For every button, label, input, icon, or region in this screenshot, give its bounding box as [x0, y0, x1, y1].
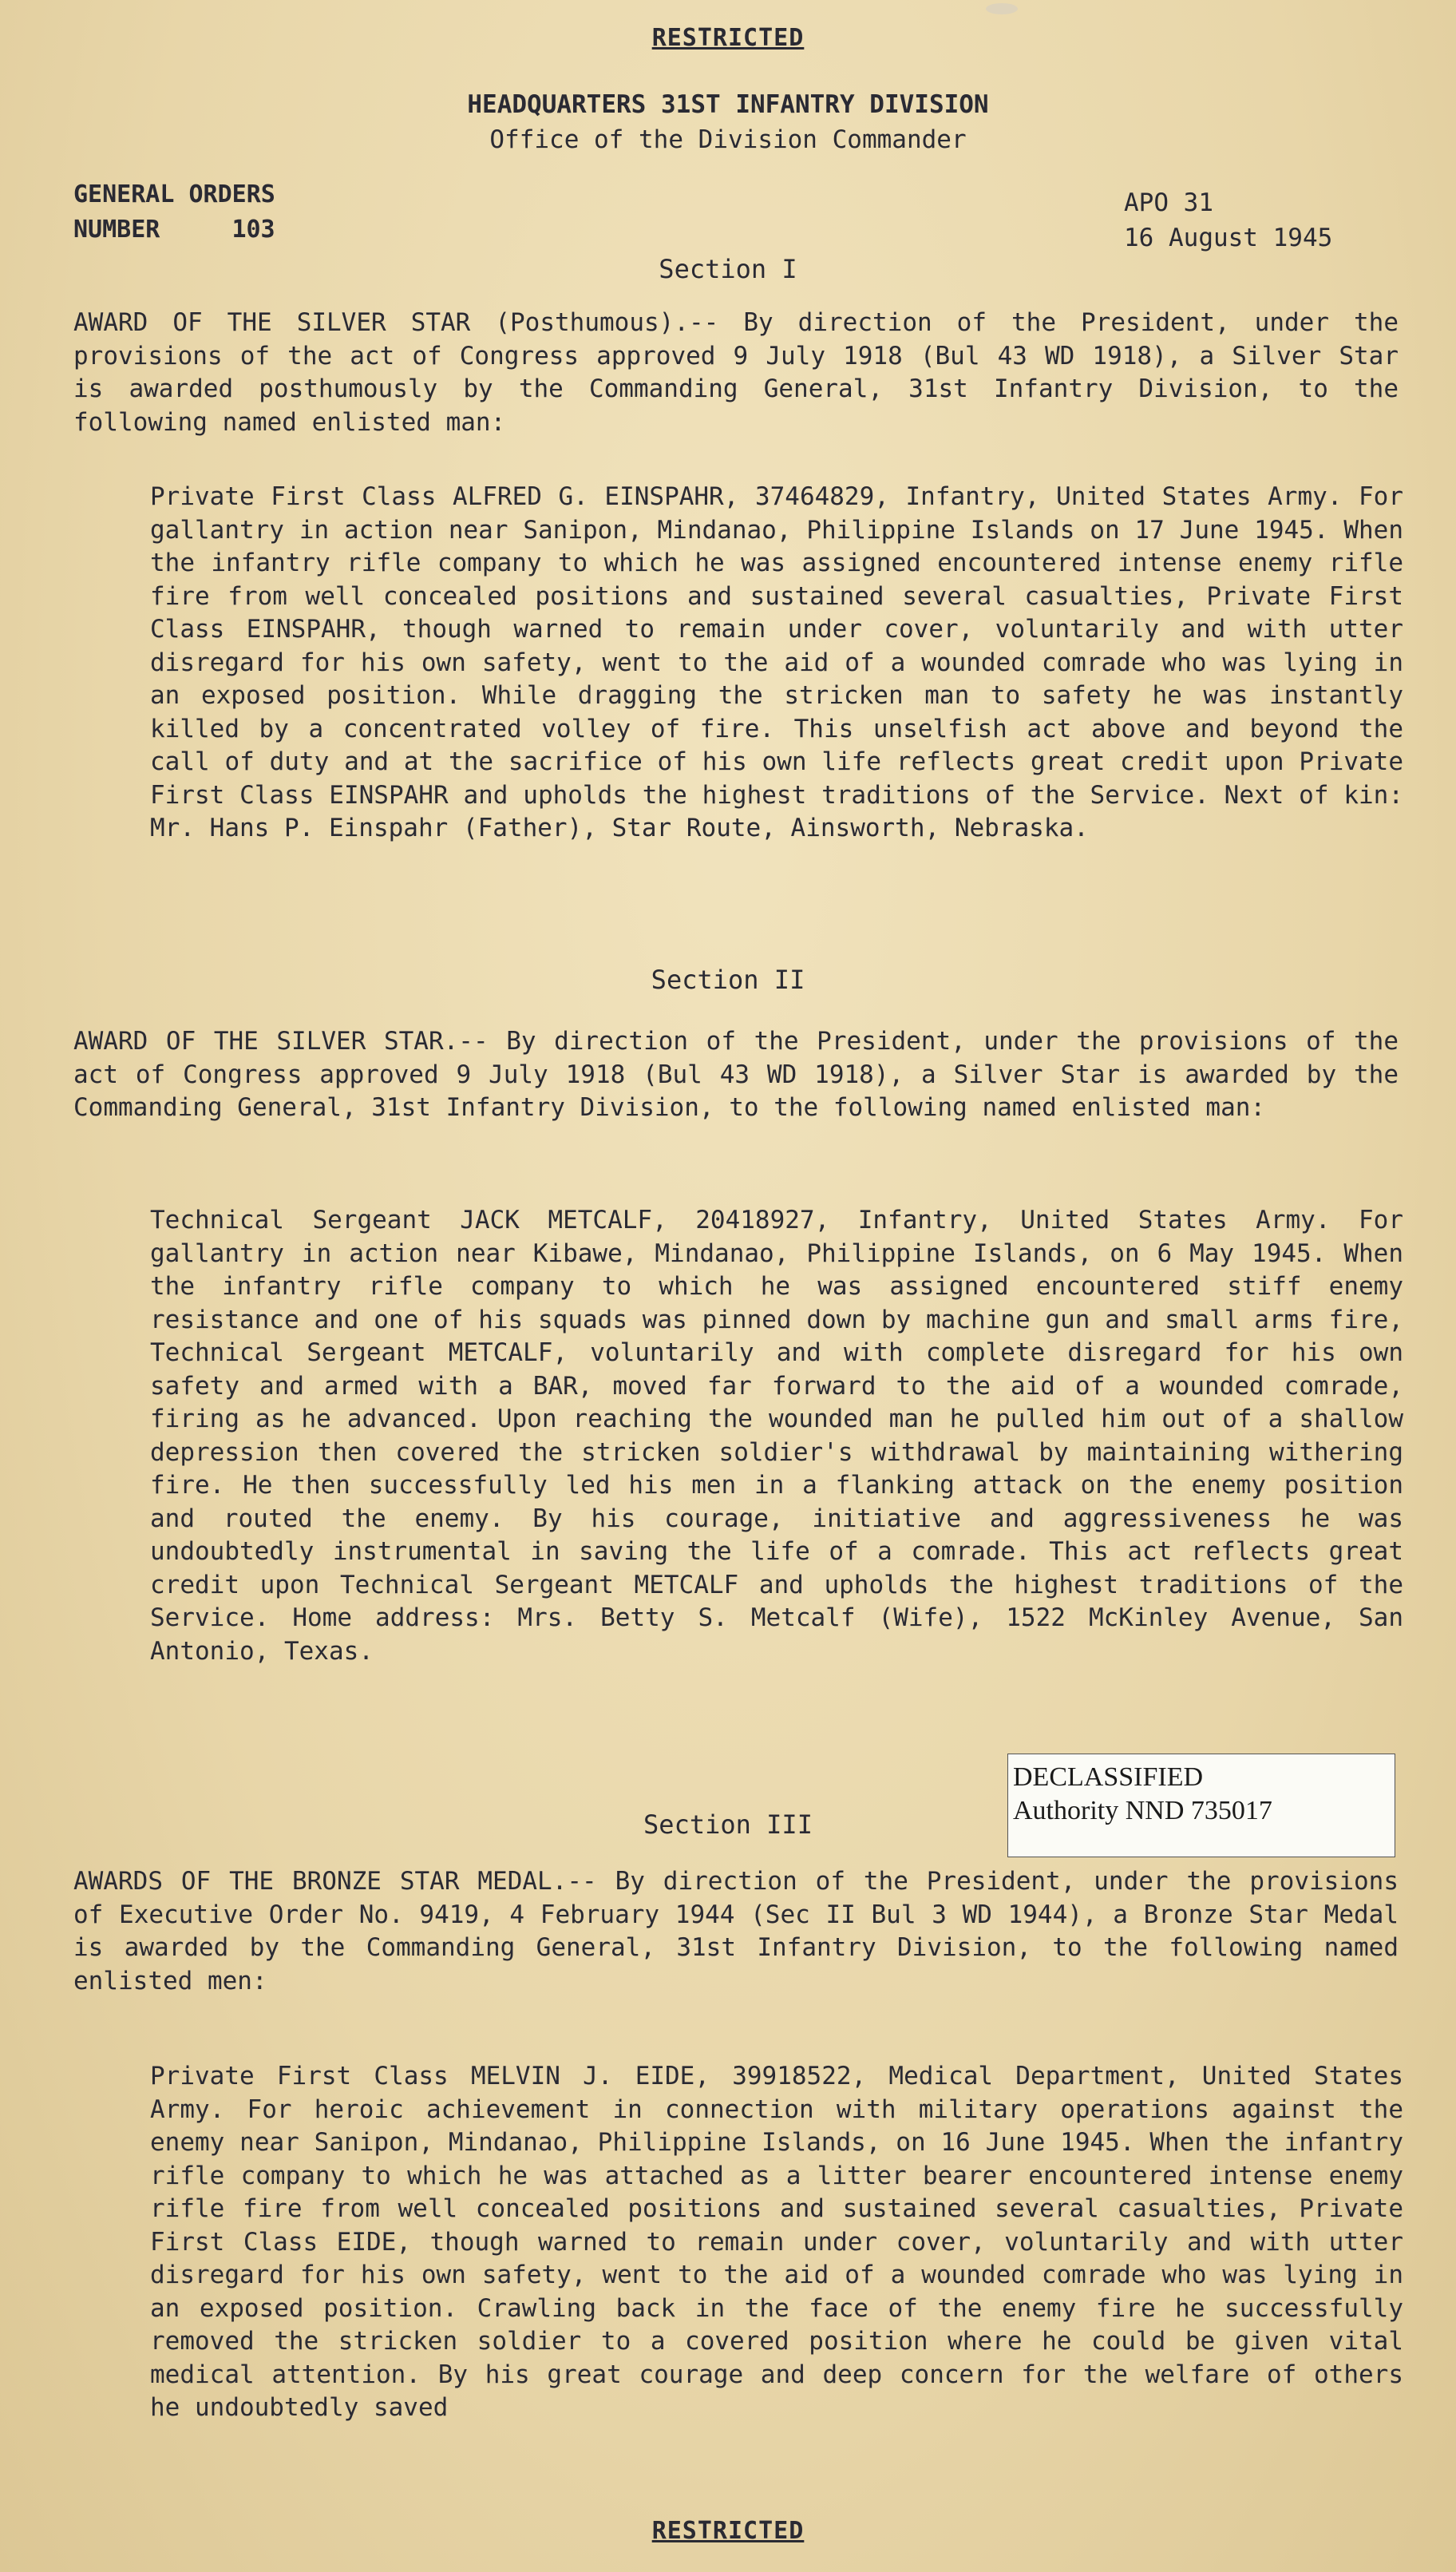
general-orders-block	[73, 177, 275, 248]
section-1-title: Section I	[659, 254, 797, 284]
order-number-row	[73, 212, 275, 248]
hq-subtitle-row	[0, 121, 1456, 158]
hq-title: HEADQUARTERS 31ST INFANTRY DIVISION	[467, 90, 989, 119]
classification-bottom: RESTRICTED	[651, 2517, 805, 2545]
section-3-title: Section III	[643, 1809, 813, 1840]
apo-date-block	[1124, 185, 1332, 256]
section-2-title: Section II	[651, 965, 805, 995]
general-orders-label: GENERAL ORDERS	[73, 180, 275, 208]
stamp-line-2: Authority NND 735017	[1013, 1796, 1272, 1825]
section-3-citation: Private First Class MELVIN J. EIDE, 39918522, Medical Department, United States Army. For heroic achievement in connection with military operations against the enemy near Sanipon, Mindanao, Philippine Islands, on 16 June 1945. When the infantry rifle company to which he was attached as a litter bearer encountered intense enemy rifle fire from well concealed positions and sustained several casualties, Private First Class EIDE, though warned to remain under cover, voluntarily and with utter disregard for his own safety, went to the aid of a wounded comrade who was lying in an exposed position. Crawling back in the face of the enemy fire he successfully removed the stricken soldier to a covered position where he could be given vital medical attention. By his great courage and deep concern for the welfare of others he undoubtedly saved	[150, 2062, 1403, 2422]
section-1-intro: AWARD OF THE SILVER STAR (Posthumous).-- By direction of the President, under the provisions of the act of Congress approved 9 July 1918 (Bul 43 WD 1918), a Silver Star is awarded posthumously by the Commanding General, 31st Infantry Division, to the following named enlisted man:	[73, 308, 1399, 437]
stamp-line-1: DECLASSIFIED	[1013, 1762, 1204, 1792]
section-2-citation: Technical Sergeant JACK METCALF, 20418927, Infantry, United States Army. For gallantry in action near Kibawe, Mindanao, Philippine Islands, on 6 May 1945. When the infantry rifle company to which he was assigned encountered stiff enemy resistance and one of his squads was pinned down by machine gun and small arms fire, Technical Sergeant METCALF, voluntarily and with complete disregard for his own safety and armed with a BAR, moved far forward to the aid of a wounded comrade, firing as he advanced. Upon reaching the wounded man he pulled him out of a shallow depression then covered the stricken soldier's withdrawal by maintaining withering fire. He then successfully led his men in a flanking attack on the enemy position and routed the enemy. By his courage, initiative and aggressiveness he was undoubtedly instrumental in saving the life of a comrade. This act reflects great credit upon Technical Sergeant METCALF and upholds the highest traditions of the Service. Home address: Mrs. Betty S. Metcalf (Wife), 1522 McKinley Avenue, San Antonio, Texas.	[150, 1206, 1403, 1666]
paper-speck	[986, 3, 1018, 14]
classification-top: RESTRICTED	[651, 24, 805, 52]
declassified-stamp	[1007, 1754, 1395, 1857]
section-2-intro: AWARD OF THE SILVER STAR.-- By direction of the President, under the provisions of the act of Congress approved 9 July 1918 (Bul 43 WD 1918), a Silver Star is awarded by the Commanding General, 31st Infantry Division, to the following named enlisted man:	[73, 1027, 1399, 1122]
number-label: NUMBER	[73, 216, 160, 244]
section-3-intro: AWARDS OF THE BRONZE STAR MEDAL.-- By direction of the President, under the provisions of Executive Order No. 9419, 4 February 1944 (Sec II Bul 3 WD 1944), a Bronze Star Medal is awarded by the Commanding General, 31st Infantry Division, to the following named enlisted men:	[73, 1867, 1399, 1995]
order-date: 16 August 1945	[1124, 224, 1333, 252]
section-1-citation: Private First Class ALFRED G. EINSPAHR, 37464829, Infantry, United States Army. For gallantry in action near Sanipon, Mindanao, Philippine Islands on 17 June 1945. When the infantry rifle company to which he was assigned encountered intense enemy rifle fire from well concealed positions and sustained several casualties, Private First Class EINSPAHR, though warned to remain under cover, voluntarily and with utter disregard for his own safety, went to the aid of a wounded comrade who was lying in an exposed position. While dragging the stricken man to safety he was instantly killed by a concentrated volley of fire. This unselfish act above and beyond the call of duty and at the sacrifice of his own life reflects great credit upon Private First Class EINSPAHR and upholds the highest traditions of the Service. Next of kin: Mr. Hans P. Einspahr (Father), Star Route, Ainsworth, Nebraska.	[150, 482, 1403, 842]
order-number: 103	[231, 216, 275, 244]
hq-subtitle: Office of the Division Commander	[489, 125, 967, 154]
apo-number: APO 31	[1124, 188, 1213, 217]
